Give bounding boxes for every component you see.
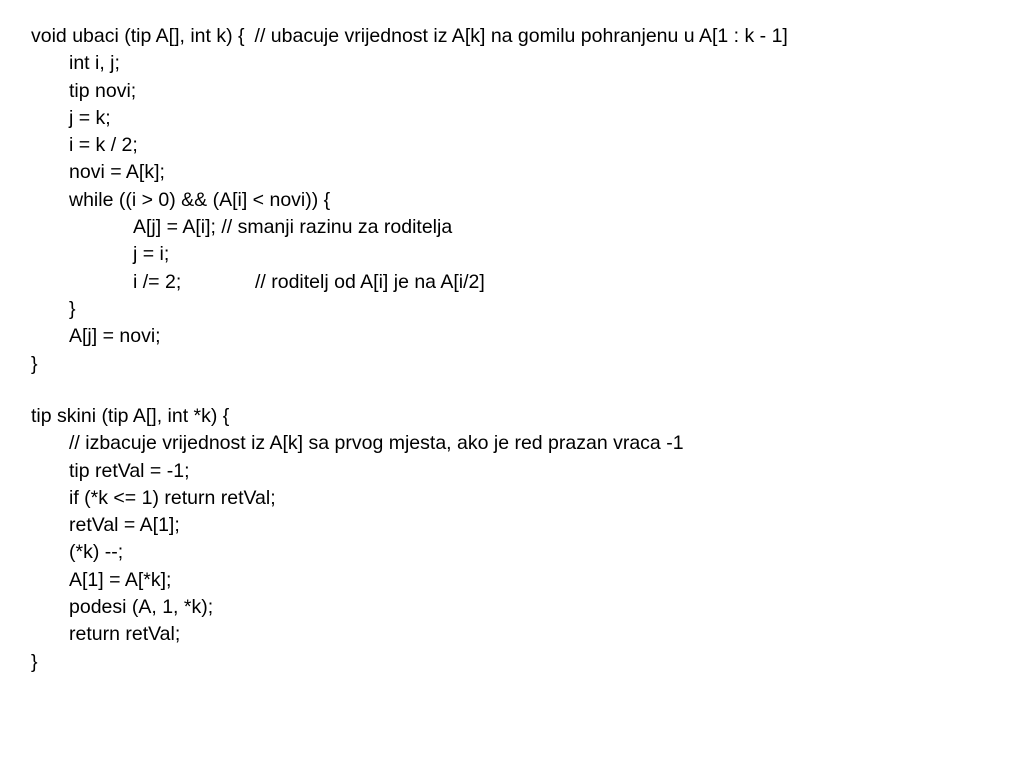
code-line	[31, 323, 1011, 350]
code-text: tip skini (tip A[], int *k) {	[31, 405, 230, 427]
code-text: (*k) --;	[69, 541, 124, 564]
code-text: novi = A[k];	[69, 161, 165, 184]
code-text: if (*k <= 1) return retVal;	[69, 486, 276, 509]
code-line	[31, 214, 1011, 241]
code-text: }	[31, 352, 38, 375]
code-text: A[j] = A[i]; // smanji razinu za roditelja	[133, 216, 453, 239]
code-line	[31, 105, 1011, 132]
code-text: j = i;	[133, 243, 170, 266]
code-line	[31, 351, 1011, 378]
code-text: podesi (A, 1, *k);	[69, 596, 214, 619]
code-block-skini	[31, 403, 1011, 676]
code-text: i = k / 2;	[69, 134, 138, 157]
code-line	[31, 594, 1011, 621]
code-text: }	[69, 297, 76, 320]
code-line	[31, 403, 1011, 430]
code-line	[31, 187, 1011, 214]
code-text: retVal = A[1];	[69, 514, 180, 537]
code-text: int i, j;	[69, 52, 120, 75]
code-text: }	[31, 650, 38, 673]
code-text: while ((i > 0) && (A[i] < novi)) {	[69, 188, 331, 211]
code-line	[31, 649, 1011, 676]
code-text: j = k;	[69, 106, 111, 129]
code-line	[31, 241, 1011, 268]
code-line	[31, 23, 1011, 50]
code-text: A[j] = novi;	[69, 325, 161, 348]
code-text: void ubaci (tip A[], int k) {	[31, 25, 245, 47]
code-text: return retVal;	[69, 623, 181, 646]
code-line	[31, 296, 1011, 323]
code-line	[31, 269, 1011, 296]
code-comment: // roditelj od A[i] je na A[i/2]	[255, 270, 485, 293]
code-comment: // izbacuje vrijednost iz A[k] sa prvog mjesta, ako je red prazan vraca -1	[69, 432, 684, 455]
code-line	[31, 159, 1011, 186]
code-text: tip novi;	[69, 79, 137, 102]
code-line	[31, 458, 1011, 485]
code-text: i /= 2;	[133, 270, 182, 293]
code-line	[31, 430, 1011, 457]
code-line	[31, 512, 1011, 539]
code-line	[31, 567, 1011, 594]
code-text: A[1] = A[*k];	[69, 568, 172, 591]
code-block-ubaci	[31, 23, 1011, 378]
code-line	[31, 485, 1011, 512]
code-comment: // ubacuje vrijednost iz A[k] na gomilu pohranjenu u A[1 : k - 1]	[254, 25, 788, 47]
code-line	[31, 50, 1011, 77]
code-line	[31, 539, 1011, 566]
code-line	[31, 621, 1011, 648]
code-text: tip retVal = -1;	[69, 459, 190, 482]
code-line	[31, 132, 1011, 159]
code-line	[31, 78, 1011, 105]
